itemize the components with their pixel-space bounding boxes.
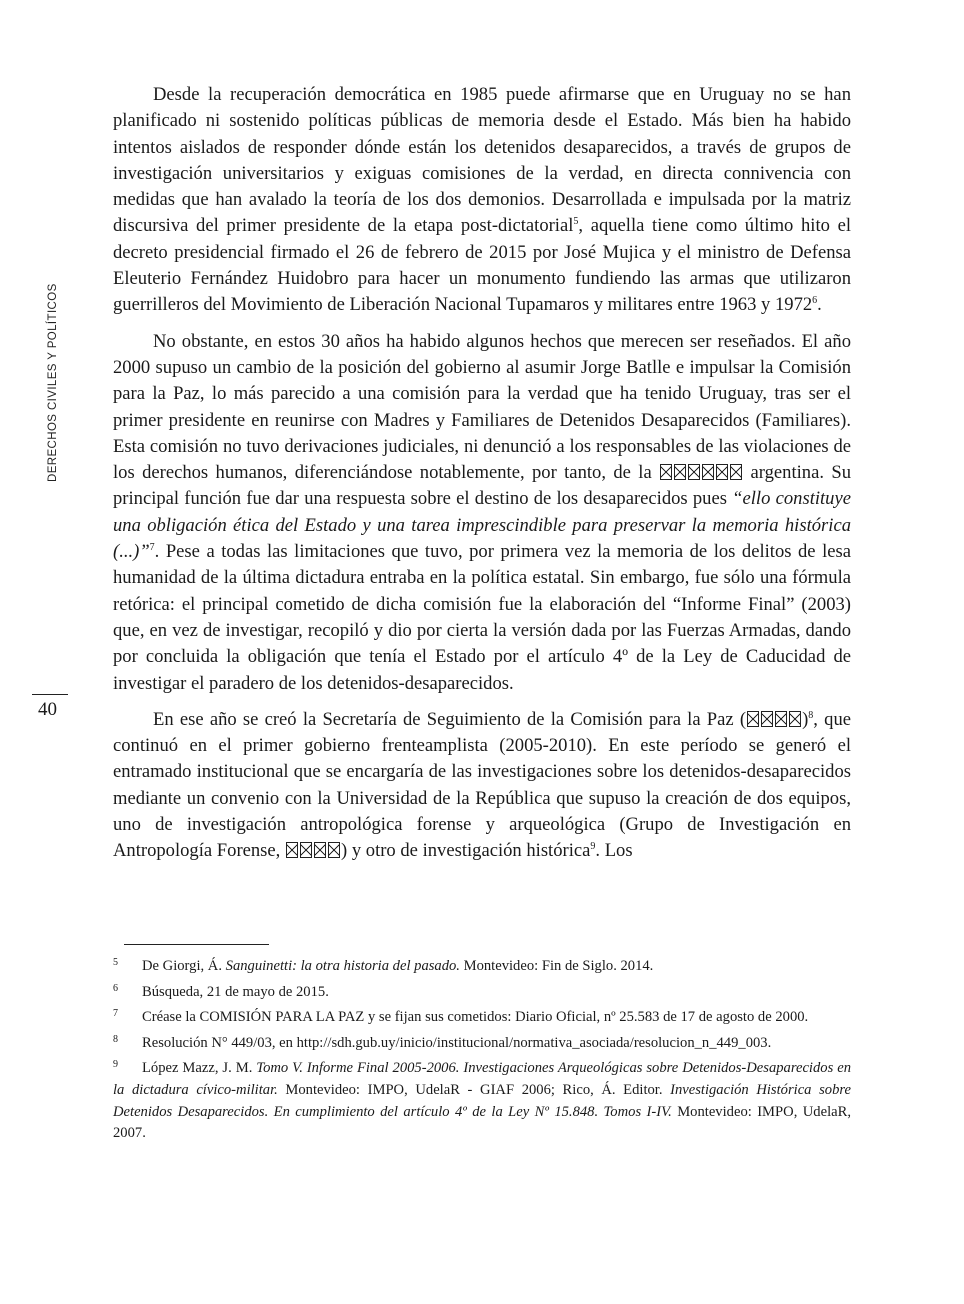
redacted-glyph-icon [286, 842, 298, 858]
redacted-glyph-icon [328, 842, 340, 858]
p3-text-b: ) [802, 708, 809, 730]
footnote-text: Búsqueda, 21 de mayo de 2015. [142, 983, 329, 1000]
p2-text-a: No obstante, en estos 30 años ha habido algunos hechos que merecen ser reseñados. El año 2000 supuso un cambio de la posición del gobierno al asumir Jorge Batlle e impulsar la Comisión para la Paz, lo más parecido a una comisión para la verdad que ha tenido Uruguay, tras ser el primer presidente en reunirse con Madres y Familiares de Detenidos Desaparecidos (Familiares). Esta comisión no tuvo derivaciones judiciales, ni denunció a los responsables de las violaciones de los derechos humanos, diferenciándose notablemente, por tanto, de la [113, 330, 851, 484]
footnote-ref-8[interactable]: 8 [808, 709, 814, 721]
footnote-text: Montevideo: IMPO, UdelaR - GIAF 2006; Rico, Á. Editor. [277, 1081, 671, 1098]
p3-text-c: , que continuó en el primer gobierno frenteamplista (2005-2010). En este período se generó el entramado institucional que se encargaría de las investigaciones sobre los detenidos-desaparecidos mediante un convenio con la Universidad de la República que supuso la creación de dos equipos, uno de investigación antropológica forense y arqueológica (Grupo de Investigación en Antropología Forense, [113, 708, 851, 862]
footnote-5 [113, 952, 851, 978]
footnote-9 [113, 1054, 851, 1144]
footnote-ref-5[interactable]: 5 [573, 216, 579, 228]
p3-text-a: En ese año se creó la Secretaría de Seguimiento de la Comisión para la Paz ( [153, 708, 747, 730]
p2-text-b: argentina. Su principal función fue dar una respuesta sobre el destino de los desaparecidos pues [113, 462, 851, 510]
footnote-title: Tomo V. Informe Final 2005-2006. Investigaciones Arqueológicas sobre Detenidos-Desaparecidos en la dictadura cívico-militar. [113, 1060, 851, 1098]
footnote-number: 9 [113, 1059, 118, 1071]
redacted-glyph-icon [674, 464, 686, 480]
footnote-6 [113, 978, 851, 1004]
redacted-glyph-icon [761, 711, 773, 727]
redacted-glyph-icon [730, 464, 742, 480]
footnote-7 [113, 1003, 851, 1029]
footnotes [113, 952, 851, 1145]
footnote-text: López Mazz, J. M. [142, 1060, 257, 1077]
redacted-acronym-giaf [285, 840, 341, 861]
redacted-acronym-sscp [746, 709, 802, 730]
footnote-number: 5 [113, 957, 118, 968]
footnote-text: Montevideo: IMPO, UdelaR, 2007. [113, 1103, 851, 1142]
redacted-glyph-icon [688, 464, 700, 480]
p1-text-c: . [817, 294, 822, 316]
redacted-glyph-icon [747, 711, 759, 727]
footnote-title: Sanguinetti: la otra historia del pasado. [225, 958, 460, 974]
footnote-text: Créase la COMISIÓN PARA LA PAZ y se fijan sus cometidos: Diario Oficial, nº 25.583 de 17 de agosto de 2000. [142, 1009, 809, 1026]
redacted-glyph-icon [300, 842, 312, 858]
redacted-glyph-icon [775, 711, 787, 727]
redacted-acronym-conadep [659, 462, 743, 483]
p3-text-e: . Los [595, 840, 633, 862]
footnote-text: Montevideo: Fin de Siglo. 2014. [459, 958, 654, 974]
redacted-glyph-icon [702, 464, 714, 480]
running-header-side: DERECHOS CIVILES Y POLÍTICOS [47, 283, 59, 482]
body-text [113, 82, 851, 875]
page-number: 40 [38, 699, 57, 720]
footnote-8 [113, 1029, 851, 1055]
footnote-ref-9[interactable]: 9 [590, 841, 596, 853]
footnote-ref-7[interactable]: 7 [149, 541, 155, 553]
redacted-glyph-icon [660, 464, 672, 480]
footnote-ref-6[interactable]: 6 [812, 295, 818, 307]
p2-text-c: . Pese a todas las limitaciones que tuvo, por primera vez la memoria de los delitos de lesa humanidad de la última dictadura entraba en la política estatal. Sin embargo, fue sólo una fórmula retórica: el principal cometido de dicha comisión fue la elaboración del “Informe Final” (2003) que, en vez de investigar, recopiló y dio por cierta la versión dada por las Fuerzas Armadas, dando por concluida la obligación que tenía el Estado por el artículo 4º de la Ley de Caducidad de investigar el paradero de los detenidos-desaparecidos. [113, 541, 851, 694]
p2-quote: “ello constituye una obligación ética del Estado y una tarea imprescindible para preservar la memoria histórica (...)” [113, 488, 851, 563]
paragraph-2 [113, 329, 851, 697]
p3-text-d: ) y otro de investigación histórica [340, 840, 591, 862]
page-number-rule [32, 694, 68, 695]
footnote-separator [124, 944, 269, 945]
p1-text-a: Desde la recuperación democrática en 1985 puede afirmarse que en Uruguay no se han planificado ni sostenido políticas públicas de memoria desde el Estado. Más bien ha habido intentos aislados de responder dónde están los detenidos desaparecidos, a través de grupos de investigación universitarios y exiguas comisiones de la verdad, en directa connivencia con medidas que han avalado la teoría de los dos demonios. Desarrollada e impulsada por la matriz discursiva del primer presidente de la etapa post-dictatorial [113, 84, 851, 237]
footnote-number: 8 [113, 1033, 118, 1045]
footnote-text: De Giorgi, Á. [142, 958, 226, 974]
redacted-glyph-icon [314, 842, 326, 858]
paragraph-3 [113, 707, 851, 865]
redacted-glyph-icon [716, 464, 728, 480]
paragraph-1 [113, 82, 851, 319]
redacted-glyph-icon [789, 711, 801, 727]
footnote-title: Investigación Histórica sobre Detenidos Desaparecidos. En cumplimiento del artículo 4º de la Ley Nº 15.848. Tomos I-IV. [113, 1081, 851, 1120]
footnote-number: 6 [113, 982, 118, 994]
footnote-text: Resolución N° 449/03, en http://sdh.gub.uy/inicio/institucional/normativa_asociada/resolucion_n_449_003. [142, 1034, 772, 1051]
footnote-number: 7 [113, 1008, 118, 1020]
p1-text-b: , aquella tiene como último hito el decreto presidencial firmado el 26 de febrero de 2015 por José Mujica y el ministro de Defensa Eleuterio Fernández Huidobro para hacer un monumento fundiendo las armas que utilizaron guerrilleros del Movimiento de Liberación Nacional Tupamaros y militares entre 1963 y 1972 [113, 215, 851, 316]
